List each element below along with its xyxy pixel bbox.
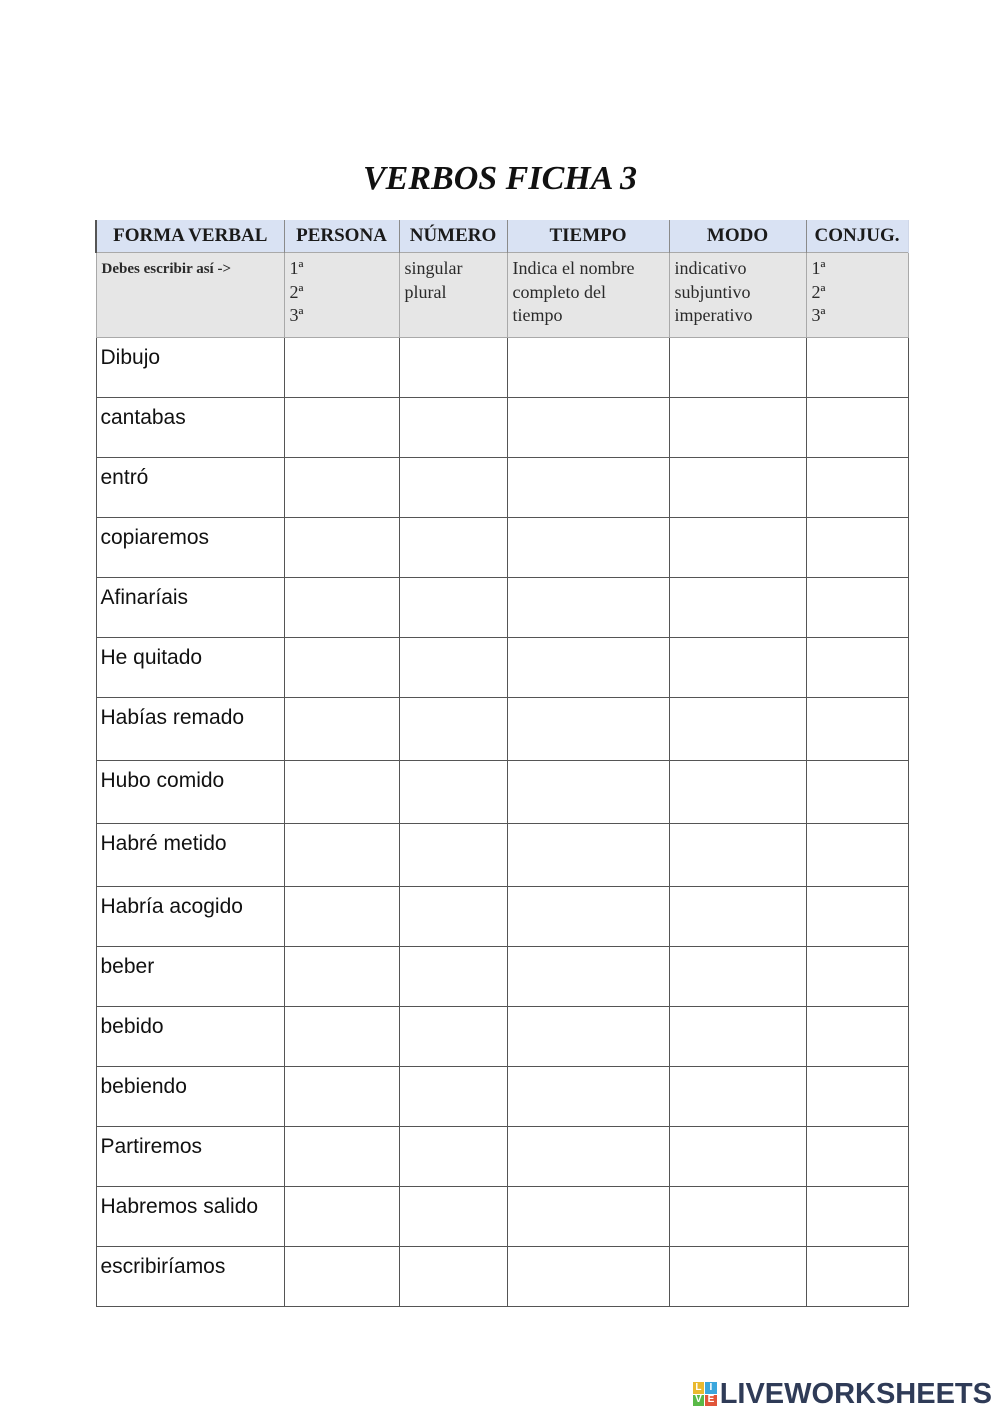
answer-cell-numero[interactable] xyxy=(399,761,507,824)
answer-cell-tiempo[interactable] xyxy=(507,578,669,638)
answer-cell-persona[interactable] xyxy=(284,1007,399,1067)
answer-cell-persona[interactable] xyxy=(284,338,399,398)
verb-form-cell: Habría acogido xyxy=(96,887,284,947)
answer-cell-tiempo[interactable] xyxy=(507,338,669,398)
table-row xyxy=(96,338,908,398)
answer-cell-modo[interactable] xyxy=(669,887,806,947)
hint-conjugacion-option: 3ª xyxy=(811,305,826,325)
answer-cell-tiempo[interactable] xyxy=(507,1067,669,1127)
hint-modo-option: imperativo xyxy=(674,305,753,325)
logo-mark-letter: L xyxy=(693,1382,705,1394)
hint-modo-option: subjuntivo xyxy=(674,281,751,302)
verb-form-cell: Hubo comido xyxy=(96,761,284,824)
answer-cell-persona[interactable] xyxy=(284,518,399,578)
answer-cell-tiempo[interactable] xyxy=(507,1247,669,1307)
table-row xyxy=(96,1067,908,1127)
answer-cell-tiempo[interactable] xyxy=(507,698,669,761)
answer-cell-modo[interactable] xyxy=(669,1067,806,1127)
verb-form-cell: Habías remado xyxy=(96,698,284,761)
answer-cell-modo[interactable] xyxy=(669,824,806,887)
logo-mark-letter: V xyxy=(693,1395,705,1407)
hint-numero-option: singular xyxy=(404,258,463,278)
verb-form-cell: He quitado xyxy=(96,638,284,698)
answer-cell-tiempo[interactable] xyxy=(507,947,669,1007)
answer-cell-conjugacion[interactable] xyxy=(806,578,908,638)
answer-cell-conjugacion[interactable] xyxy=(806,887,908,947)
answer-cell-conjugacion[interactable] xyxy=(806,1067,908,1127)
verb-form-cell: escribiríamos xyxy=(96,1247,284,1307)
header-conjugacion: CONJUG. xyxy=(806,220,908,253)
answer-cell-modo[interactable] xyxy=(669,1187,806,1247)
table-row xyxy=(96,398,908,458)
table-row xyxy=(96,458,908,518)
answer-cell-persona[interactable] xyxy=(284,458,399,518)
hint-tiempo-line: completo del xyxy=(512,281,606,302)
answer-cell-conjugacion[interactable] xyxy=(806,1127,908,1187)
table-row xyxy=(96,698,908,761)
verb-form-cell: Dibujo xyxy=(96,338,284,398)
answer-cell-conjugacion[interactable] xyxy=(806,824,908,887)
answer-cell-conjugacion[interactable] xyxy=(806,1007,908,1067)
verb-form-cell: copiaremos xyxy=(96,518,284,578)
answer-cell-persona[interactable] xyxy=(284,887,399,947)
verb-form-cell: Habremos salido xyxy=(96,1187,284,1247)
answer-cell-tiempo[interactable] xyxy=(507,1127,669,1187)
answer-cell-conjugacion[interactable] xyxy=(806,338,908,398)
answer-cell-modo[interactable] xyxy=(669,698,806,761)
answer-cell-numero[interactable] xyxy=(399,1127,507,1187)
table-row xyxy=(96,887,908,947)
hint-tiempo xyxy=(507,253,669,338)
answer-cell-conjugacion[interactable] xyxy=(806,458,908,518)
verb-form-cell: Afinaríais xyxy=(96,578,284,638)
answer-cell-numero[interactable] xyxy=(399,947,507,1007)
hint-persona-option: 2ª xyxy=(289,281,304,302)
logo-mark-letter: E xyxy=(705,1395,717,1407)
answer-cell-modo[interactable] xyxy=(669,1247,806,1307)
liveworksheets-logo xyxy=(693,1376,992,1412)
logo-text: LIVEWORKSHEETS xyxy=(719,1377,992,1410)
table-row xyxy=(96,824,908,887)
table-row xyxy=(96,638,908,698)
liveworksheets-mark-icon xyxy=(693,1382,717,1406)
answer-cell-tiempo[interactable] xyxy=(507,1187,669,1247)
answer-cell-numero[interactable] xyxy=(399,1247,507,1307)
answer-cell-conjugacion[interactable] xyxy=(806,1187,908,1247)
hint-persona xyxy=(284,253,399,338)
answer-cell-tiempo[interactable] xyxy=(507,761,669,824)
header-tiempo: TIEMPO xyxy=(507,220,669,253)
verb-form-cell: bebiendo xyxy=(96,1067,284,1127)
table-row xyxy=(96,1187,908,1247)
answer-cell-numero[interactable] xyxy=(399,638,507,698)
answer-cell-modo[interactable] xyxy=(669,638,806,698)
verb-form-cell: entró xyxy=(96,458,284,518)
answer-cell-numero[interactable] xyxy=(399,338,507,398)
answer-cell-persona[interactable] xyxy=(284,638,399,698)
hint-numero-option: plural xyxy=(404,281,447,302)
answer-cell-conjugacion[interactable] xyxy=(806,761,908,824)
answer-cell-numero[interactable] xyxy=(399,518,507,578)
answer-cell-modo[interactable] xyxy=(669,578,806,638)
instructions-row xyxy=(96,253,908,338)
answer-cell-persona[interactable] xyxy=(284,1127,399,1187)
answer-cell-conjugacion[interactable] xyxy=(806,398,908,458)
verb-form-cell: beber xyxy=(96,947,284,1007)
answer-cell-modo[interactable] xyxy=(669,338,806,398)
answer-cell-numero[interactable] xyxy=(399,824,507,887)
hint-numero xyxy=(399,253,507,338)
answer-cell-numero[interactable] xyxy=(399,578,507,638)
answer-cell-persona[interactable] xyxy=(284,398,399,458)
verb-form-cell: Partiremos xyxy=(96,1127,284,1187)
answer-cell-numero[interactable] xyxy=(399,1007,507,1067)
answer-cell-tiempo[interactable] xyxy=(507,824,669,887)
answer-cell-persona[interactable] xyxy=(284,761,399,824)
answer-cell-persona[interactable] xyxy=(284,1067,399,1127)
verb-form-cell: cantabas xyxy=(96,398,284,458)
table-row xyxy=(96,1127,908,1187)
hint-persona-option: 1ª xyxy=(289,258,304,278)
answer-cell-tiempo[interactable] xyxy=(507,887,669,947)
answer-cell-conjugacion[interactable] xyxy=(806,518,908,578)
answer-cell-modo[interactable] xyxy=(669,1007,806,1067)
answer-cell-tiempo[interactable] xyxy=(507,458,669,518)
hint-persona-option: 3ª xyxy=(289,305,304,325)
hint-conjugacion-option: 1ª xyxy=(811,258,826,278)
answer-cell-persona[interactable] xyxy=(284,1187,399,1247)
answer-cell-numero[interactable] xyxy=(399,1187,507,1247)
header-persona: PERSONA xyxy=(284,220,399,253)
table-header-row xyxy=(96,220,908,253)
table-row xyxy=(96,578,908,638)
table-row xyxy=(96,1247,908,1307)
header-forma-verbal: FORMA VERBAL xyxy=(96,220,284,253)
verb-form-cell: bebido xyxy=(96,1007,284,1067)
answer-cell-modo[interactable] xyxy=(669,761,806,824)
logo-mark-letter: I xyxy=(705,1382,717,1394)
answer-cell-tiempo[interactable] xyxy=(507,518,669,578)
table-row xyxy=(96,518,908,578)
hint-conjugacion xyxy=(806,253,908,338)
answer-cell-numero[interactable] xyxy=(399,698,507,761)
hint-tiempo-line: tiempo xyxy=(512,305,563,325)
table-row xyxy=(96,947,908,1007)
answer-cell-modo[interactable] xyxy=(669,518,806,578)
header-modo: MODO xyxy=(669,220,806,253)
verb-analysis-table xyxy=(95,220,909,1307)
hint-modo xyxy=(669,253,806,338)
answer-cell-persona[interactable] xyxy=(284,578,399,638)
answer-cell-numero[interactable] xyxy=(399,398,507,458)
hint-tiempo-line: Indica el nombre xyxy=(512,258,635,278)
answer-cell-numero[interactable] xyxy=(399,458,507,518)
answer-cell-tiempo[interactable] xyxy=(507,638,669,698)
answer-cell-conjugacion[interactable] xyxy=(806,698,908,761)
answer-cell-numero[interactable] xyxy=(399,1067,507,1127)
instructions-label: Debes escribir así -> xyxy=(96,253,284,338)
answer-cell-persona[interactable] xyxy=(284,947,399,1007)
answer-cell-persona[interactable] xyxy=(284,824,399,887)
hint-conjugacion-option: 2ª xyxy=(811,281,826,302)
worksheet-title: VERBOS FICHA 3 xyxy=(362,160,637,197)
answer-cell-modo[interactable] xyxy=(669,1127,806,1187)
answer-cell-tiempo[interactable] xyxy=(507,398,669,458)
table-row xyxy=(96,1007,908,1067)
answer-cell-modo[interactable] xyxy=(669,458,806,518)
answer-cell-modo[interactable] xyxy=(669,398,806,458)
answer-cell-conjugacion[interactable] xyxy=(806,947,908,1007)
answer-cell-persona[interactable] xyxy=(284,698,399,761)
answer-cell-conjugacion[interactable] xyxy=(806,638,908,698)
table-row xyxy=(96,761,908,824)
header-numero: NÚMERO xyxy=(399,220,507,253)
answer-cell-numero[interactable] xyxy=(399,887,507,947)
answer-cell-modo[interactable] xyxy=(669,947,806,1007)
verb-form-cell: Habré metido xyxy=(96,824,284,887)
answer-cell-conjugacion[interactable] xyxy=(806,1247,908,1307)
answer-cell-persona[interactable] xyxy=(284,1247,399,1307)
answer-cell-tiempo[interactable] xyxy=(507,1007,669,1067)
hint-modo-option: indicativo xyxy=(674,258,747,278)
